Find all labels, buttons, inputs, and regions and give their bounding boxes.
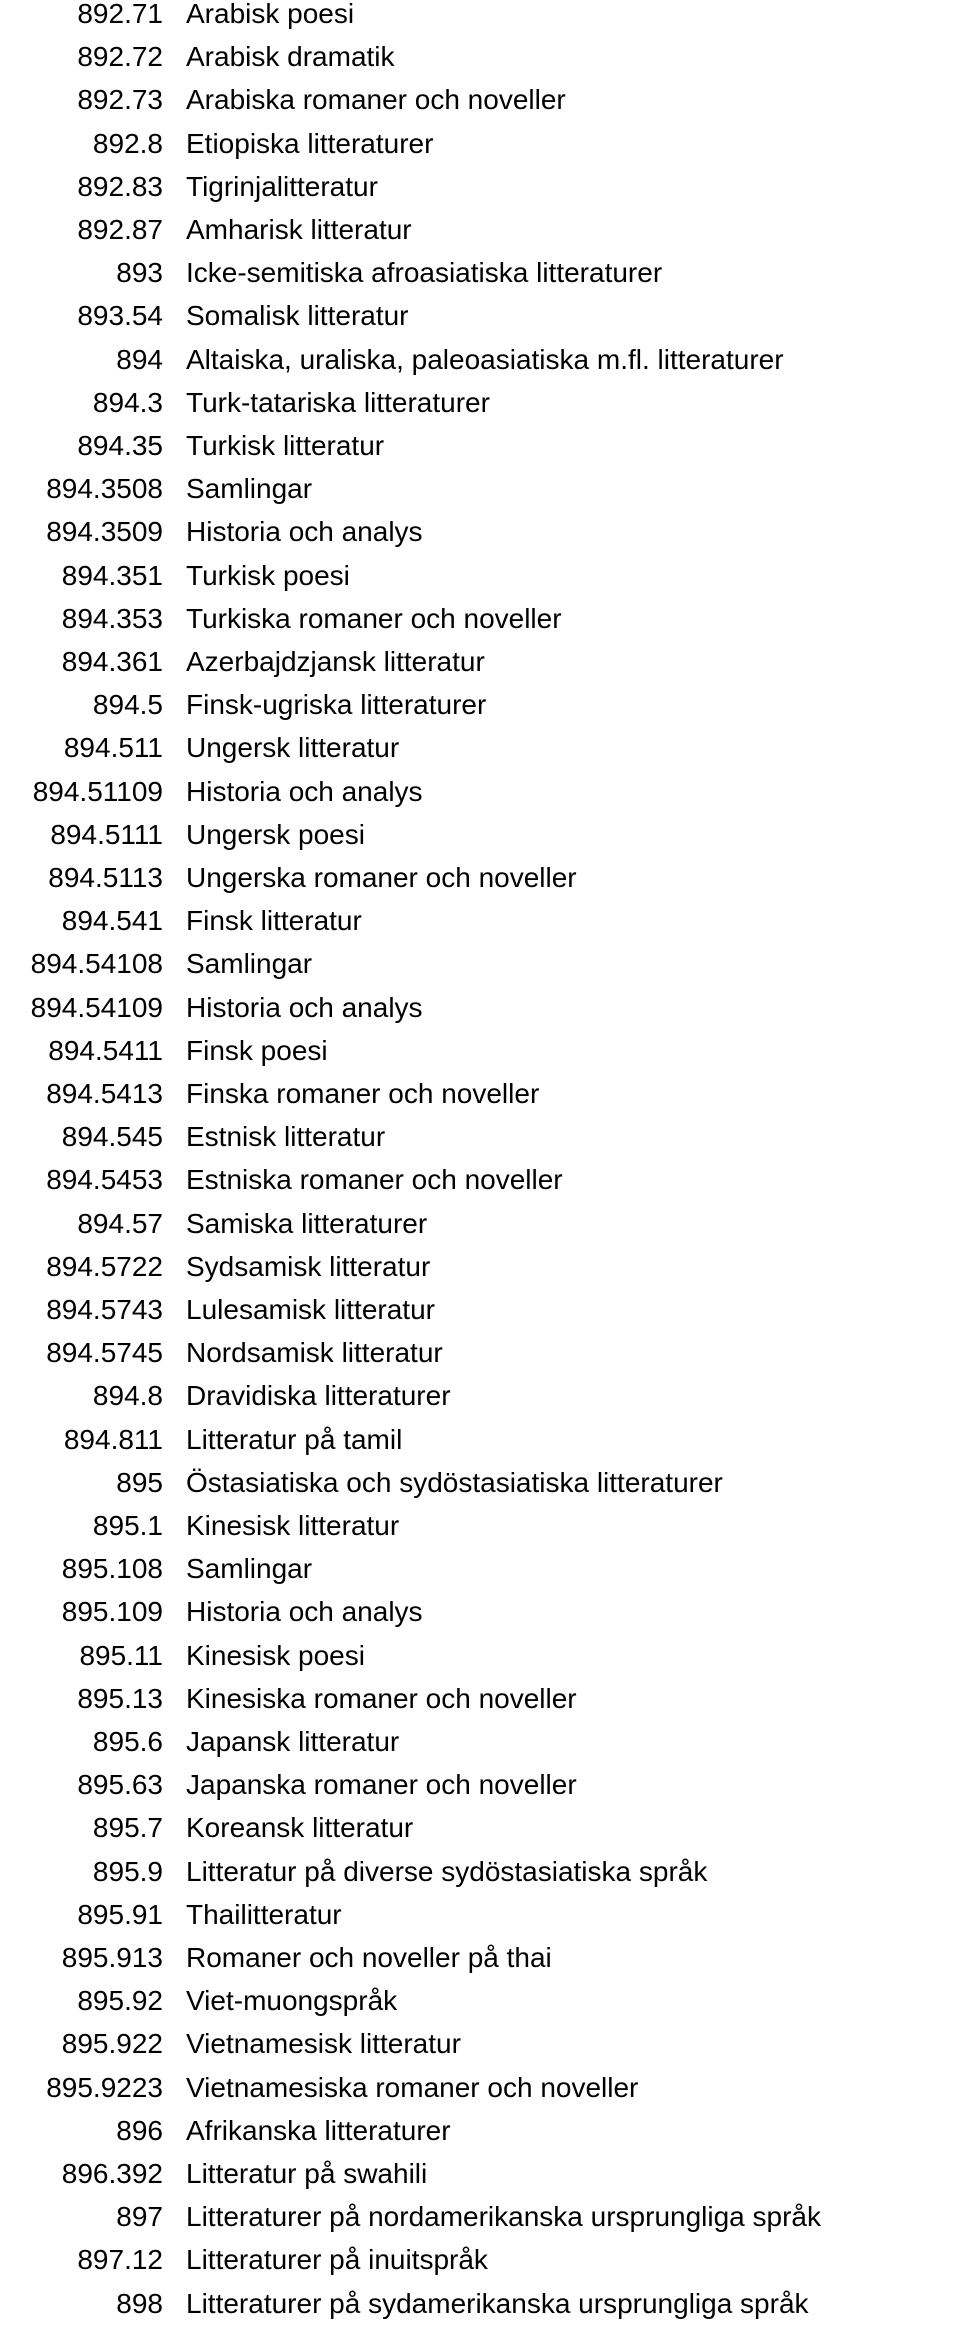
classification-label: Finska romaner och noveller — [186, 1078, 540, 1109]
list-item — [0, 424, 960, 467]
classification-label: Ungersk poesi — [186, 818, 365, 850]
list-item — [0, 251, 960, 294]
list-item — [0, 1158, 960, 1201]
classification-code: 897 — [116, 2201, 163, 2233]
classification-label: Tigrinjalitteratur — [186, 170, 378, 202]
classification-code: 895.91 — [77, 1898, 163, 1930]
classification-code: 895.1 — [92, 1510, 163, 1541]
classification-code: 894.51109 — [32, 775, 163, 807]
list-item — [0, 1936, 960, 1979]
list-item — [0, 1677, 960, 1720]
classification-label: Somalisk litteratur — [186, 300, 409, 332]
classification-label: Etiopiska litteraturer — [186, 127, 434, 159]
classification-code: 897.12 — [77, 2244, 163, 2276]
classification-label: Samlingar — [186, 473, 313, 505]
list-item — [0, 2066, 960, 2109]
list-item — [0, 1461, 960, 1504]
classification-code: 894.54108 — [30, 948, 163, 980]
classification-label: Sydsamisk litteratur — [186, 1250, 431, 1282]
classification-code: 894.54109 — [30, 991, 163, 1023]
list-item — [0, 1374, 960, 1417]
classification-label: Vietnamesiska romaner och noveller — [186, 2071, 639, 2103]
classification-code: 894.5745 — [46, 1337, 163, 1369]
classification-label: Estniska romaner och noveller — [186, 1164, 563, 1196]
classification-label: Ungerska romaner och noveller — [186, 862, 577, 893]
classification-label: Japansk litteratur — [186, 1726, 400, 1757]
classification-code: 894.511 — [63, 732, 163, 764]
list-item — [0, 899, 960, 942]
list-item — [0, 510, 960, 553]
classification-label: Turk-tatariska litteraturer — [186, 386, 490, 418]
classification-label: Finsk-ugriska litteraturer — [186, 689, 487, 721]
classification-code: 894.3508 — [46, 473, 163, 505]
list-item — [0, 208, 960, 251]
list-item — [0, 1763, 960, 1806]
list-item — [0, 597, 960, 640]
list-item — [0, 1202, 960, 1245]
list-item — [0, 1072, 960, 1115]
classification-code: 893 — [116, 257, 163, 289]
list-item — [0, 2238, 960, 2281]
classification-label: Turkiska romaner och noveller — [186, 602, 562, 634]
classification-label: Kinesisk litteratur — [186, 1510, 400, 1541]
classification-label: Icke-semitiska afroasiatiska litteraturer — [186, 257, 663, 289]
list-item — [0, 1547, 960, 1590]
classification-code: 895.9 — [92, 1855, 163, 1887]
classification-code: 894.35 — [77, 430, 163, 461]
classification-code: 895.92 — [77, 1985, 163, 2017]
classification-label: Dravidiska litteraturer — [186, 1380, 451, 1412]
classification-code: 895.913 — [61, 1942, 163, 1973]
classification-code: 894.353 — [61, 602, 163, 634]
classification-label: Litteraturer på inuitspråk — [186, 2244, 488, 2276]
classification-code: 892.73 — [77, 84, 163, 116]
list-item — [0, 1331, 960, 1374]
classification-code: 895 — [116, 1466, 163, 1498]
classification-code: 896.392 — [61, 2158, 163, 2189]
list-item — [0, 1115, 960, 1158]
list-item — [0, 2152, 960, 2195]
classification-code: 893.54 — [77, 300, 163, 332]
classification-code: 894.5111 — [50, 818, 163, 850]
list-item — [0, 2282, 960, 2325]
classification-label: Östasiatiska och sydöstasiatiska litteraturer — [186, 1466, 723, 1498]
classification-code: 892.8 — [92, 127, 163, 159]
list-item — [0, 78, 960, 121]
classification-code: 892.87 — [77, 214, 163, 245]
classification-label: Samlingar — [186, 1553, 313, 1585]
classification-label: Turkisk poesi — [186, 559, 350, 591]
list-item — [0, 726, 960, 769]
classification-label: Kinesiska romaner och noveller — [186, 1682, 577, 1714]
list-item — [0, 856, 960, 899]
classification-label: Samiska litteraturer — [186, 1207, 428, 1239]
classification-code: 894.811 — [63, 1423, 163, 1455]
classification-code: 894 — [116, 343, 163, 375]
list-item — [0, 770, 960, 813]
classification-code: 892.71 — [77, 0, 163, 29]
classification-label: Japanska romaner och noveller — [186, 1769, 577, 1801]
classification-label: Historia och analys — [186, 775, 423, 807]
classification-label: Koreansk litteratur — [186, 1812, 414, 1844]
classification-label: Romaner och noveller på thai — [186, 1942, 552, 1973]
list-item — [0, 2109, 960, 2152]
classification-label: Afrikanska litteraturer — [186, 2114, 451, 2146]
classification-code: 892.83 — [77, 170, 163, 202]
classification-label: Lulesamisk litteratur — [186, 1294, 435, 1325]
classification-code: 894.5453 — [46, 1164, 163, 1196]
list-item — [0, 1720, 960, 1763]
classification-code: 894.3509 — [46, 516, 163, 548]
list-item — [0, 165, 960, 208]
list-item — [0, 1029, 960, 1072]
classification-label: Turkisk litteratur — [186, 430, 385, 461]
list-item — [0, 338, 960, 381]
classification-label: Litteraturer på sydamerikanska ursprungliga språk — [186, 2287, 809, 2319]
classification-code: 894.5743 — [46, 1294, 163, 1325]
list-item — [0, 2195, 960, 2238]
classification-label: Litteratur på diverse sydöstasiatiska språk — [186, 1855, 708, 1887]
list-item — [0, 986, 960, 1029]
classification-label: Viet-muongspråk — [186, 1985, 398, 2017]
list-item — [0, 1634, 960, 1677]
list-item — [0, 467, 960, 510]
list-item — [0, 683, 960, 726]
classification-label: Litteratur på tamil — [186, 1423, 403, 1455]
list-item — [0, 35, 960, 78]
classification-code: 895.7 — [92, 1812, 163, 1844]
classification-code: 895.11 — [79, 1639, 163, 1671]
classification-code: 894.5 — [92, 689, 163, 721]
classification-label: Finsk poesi — [186, 1034, 328, 1066]
list-item — [0, 1288, 960, 1331]
classification-label: Ungersk litteratur — [186, 732, 400, 764]
classification-label: Historia och analys — [186, 516, 423, 548]
list-item — [0, 942, 960, 985]
classification-label: Arabiska romaner och noveller — [186, 84, 566, 116]
classification-label: Samlingar — [186, 948, 313, 980]
classification-code: 895.63 — [77, 1769, 163, 1801]
classification-code: 892.72 — [77, 41, 163, 73]
classification-label: Litteraturer på nordamerikanska ursprungliga språk — [186, 2201, 821, 2233]
classification-code: 895.9223 — [46, 2071, 163, 2103]
classification-code: 895.109 — [61, 1596, 163, 1628]
list-item — [0, 381, 960, 424]
classification-label: Historia och analys — [186, 991, 423, 1023]
classification-code: 894.361 — [61, 646, 163, 677]
classification-label: Estnisk litteratur — [186, 1121, 386, 1153]
classification-code: 894.541 — [61, 905, 163, 937]
list-item — [0, 1418, 960, 1461]
classification-label: Nordsamisk litteratur — [186, 1337, 443, 1369]
classification-code: 895.922 — [61, 2028, 163, 2060]
classification-label: Azerbajdzjansk litteratur — [186, 646, 485, 677]
classification-code: 894.351 — [61, 559, 163, 591]
classification-code: 894.57 — [77, 1207, 163, 1239]
classification-code: 895.13 — [77, 1682, 163, 1714]
classification-label: Finsk litteratur — [186, 905, 362, 937]
list-item — [0, 1590, 960, 1633]
classification-code: 894.5411 — [48, 1034, 163, 1066]
classification-label: Vietnamesisk litteratur — [186, 2028, 461, 2060]
classification-label: Amharisk litteratur — [186, 214, 412, 245]
classification-label: Litteratur på swahili — [186, 2158, 428, 2189]
list-item — [0, 2022, 960, 2065]
classification-code: 898 — [116, 2287, 163, 2319]
classification-code: 894.545 — [61, 1121, 163, 1153]
list-item — [0, 1850, 960, 1893]
classification-label: Altaiska, uraliska, paleoasiatiska m.fl. litteraturer — [186, 343, 784, 375]
classification-code: 896 — [116, 2114, 163, 2146]
list-item — [0, 1979, 960, 2022]
list-item — [0, 813, 960, 856]
classification-code: 895.6 — [92, 1726, 163, 1757]
classification-code: 894.8 — [92, 1380, 163, 1412]
classification-label: Arabisk dramatik — [186, 41, 395, 73]
classification-code: 894.5113 — [48, 862, 163, 893]
list-item — [0, 294, 960, 337]
list-item — [0, 1504, 960, 1547]
list-item — [0, 1893, 960, 1936]
classification-label: Kinesisk poesi — [186, 1639, 365, 1671]
list-item — [0, 640, 960, 683]
classification-code: 894.5722 — [46, 1250, 163, 1282]
list-item — [0, 1245, 960, 1288]
list-item — [0, 554, 960, 597]
list-item — [0, 0, 960, 35]
list-item — [0, 122, 960, 165]
classification-label: Arabisk poesi — [186, 0, 355, 29]
list-item — [0, 1806, 960, 1849]
classification-label: Thailitteratur — [186, 1898, 342, 1930]
classification-code: 895.108 — [61, 1553, 163, 1585]
classification-code: 894.3 — [92, 386, 163, 418]
classification-code: 894.5413 — [46, 1078, 163, 1109]
classification-label: Historia och analys — [186, 1596, 423, 1628]
